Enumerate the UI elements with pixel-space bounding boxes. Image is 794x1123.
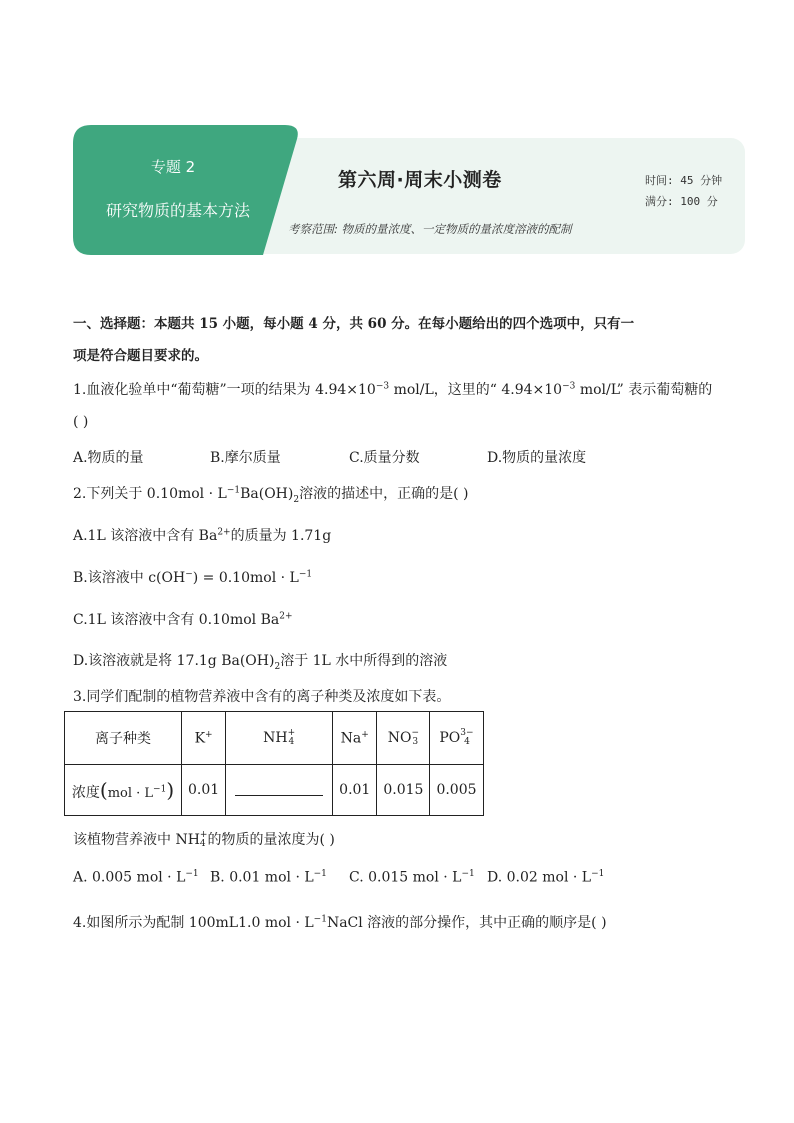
section-heading-line2: 项是符合题目要求的。 (73, 348, 208, 364)
q3-question: 该植物营养液中 NH + 4 的物质的量浓度为( ) (73, 830, 335, 849)
conc-po4: 0.005 (430, 765, 483, 816)
q1-option-a[interactable]: A.物质的量 (73, 450, 144, 466)
q1-option-c[interactable]: C.质量分数 (349, 450, 420, 466)
q3-option-a[interactable]: A. 0.005 mol · $L^{-1}$ (73, 869, 199, 886)
q1-option-d[interactable]: D.物质的量浓度 (487, 450, 587, 466)
ion-nh4: NH + 4 (226, 712, 333, 765)
q2-option-a[interactable]: A.1L 该溶液中含有 $Ba^{2+}$的质量为 1.71g (73, 527, 332, 544)
section-heading-line1: 一、选择题：本题共 15 小题，每小题 4 分，共 60 分。在每小题给出的四个选项中，只有一 (73, 316, 635, 332)
page-title: 第六周·周末小测卷 (338, 169, 502, 191)
table-header-ion-type: 离子种类 (65, 712, 182, 765)
q2-stem: 2.下列关于 $0.10mol \cdot L^{-1}Ba(OH)_2$溶液的描述中，正确的是( ) (73, 485, 469, 505)
ion-table (64, 711, 484, 816)
q3-stem: 3.同学们配制的植物营养液中含有的离子种类及浓度如下表。 (73, 689, 451, 705)
q3-option-c[interactable]: C. 0.015 mol · $L^{-1}$ (349, 869, 475, 886)
topic-tab (73, 125, 301, 255)
ion-po4: PO 3− 4 (430, 712, 483, 765)
q4-stem: 4.如图所示为配制 100mL1.0 mol · $L^{-1}NaCl$ 溶液的部分操作，其中正确的顺序是( ) (73, 914, 607, 931)
topic-title: 研究物质的基本方法 (105, 201, 250, 220)
ion-no3: NO − 3 (377, 712, 430, 765)
ion-k: K+ (182, 712, 226, 765)
conc-na: 0.01 (333, 765, 377, 816)
conc-no3: 0.015 (377, 765, 430, 816)
q2-option-d[interactable]: D.该溶液就是将 17.1g $Ba(OH)_2$溶于 1L 水中所得到的溶液 (73, 653, 448, 672)
conc-k: 0.01 (182, 765, 226, 816)
table-header-concentration: 浓度$(mol \cdot L^{-1})$ (65, 765, 182, 816)
q1-stem: 1.血液化验单中“葡萄糖”一项的结果为 $4.94\times 10^{-3}$ mol/L，这里的“ $4.94\times 10^{-3}$ mol/L” 表示葡萄糖的 (73, 381, 713, 398)
exam-scope: 考察范围: 物质的量浓度、一定物质的量浓度溶液的配制 (288, 222, 572, 236)
q1-option-b[interactable]: B.摩尔质量 (210, 450, 281, 466)
time-limit: 时间: 45 分钟 (645, 174, 723, 187)
q2-option-c[interactable]: C.1L 该溶液中含有 0.10mol $Ba^{2+}$ (73, 611, 293, 628)
topic-number: 专题 2 (150, 158, 196, 176)
q3-option-b[interactable]: B. 0.01 mol · $L^{-1}$ (210, 869, 327, 886)
q2-option-b[interactable]: B.该溶液中 $c(OH^-) = 0.10mol \cdot L^{-1}$ (73, 569, 313, 586)
q3-option-d[interactable]: D. 0.02 mol · $L^{-1}$ (487, 869, 605, 886)
ion-na: Na+ (333, 712, 377, 765)
full-score: 满分: 100 分 (645, 195, 718, 208)
q1-answer-paren: ( ) (73, 414, 89, 430)
conc-nh4-blank (226, 765, 333, 816)
